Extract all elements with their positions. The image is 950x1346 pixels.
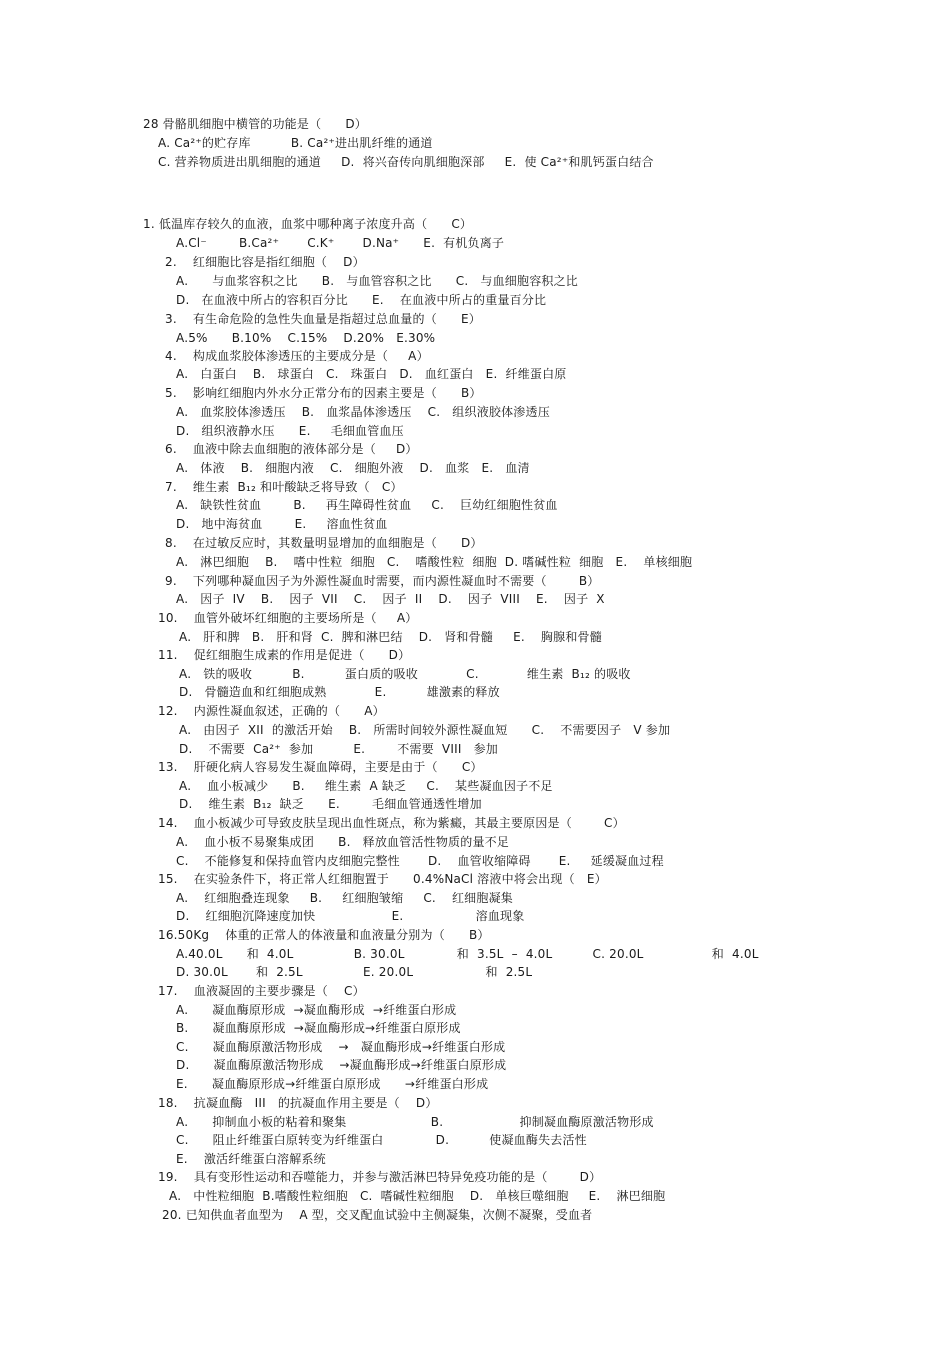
text-line: 2. 红细胞比容是指红细胞（ D） — [165, 255, 365, 269]
text-line: 3. 有生命危险的急性失血量是指超过总血量的（ E） — [165, 312, 481, 326]
text-line: A. 红细胞叠连现象 B. 红细胞皱缩 C. 红细胞凝集 — [176, 891, 513, 905]
text-line: A. 中性粒细胞 B.嗜酸性粒细胞 C. 嗜碱性粒细胞 D. 单核巨噬细胞 E. 淋巴细胞 — [169, 1189, 666, 1203]
text-line: 5. 影响红细胞内外水分正常分布的因素主要是（ B） — [165, 386, 482, 400]
text-line: 18. 抗凝血酶 III 的抗凝血作用主要是（ D） — [158, 1096, 438, 1110]
text-line: D. 组织液静水压 E. 毛细血管血压 — [176, 424, 404, 438]
text-line: D. 在血液中所占的容积百分比 E. 在血液中所占的重量百分比 — [176, 293, 547, 307]
text-line: 4. 构成血浆胶体渗透压的主要成分是（ A） — [165, 349, 429, 363]
text-line: A. 由因子 XII 的激活开始 B. 所需时间较外源性凝血短 C. 不需要因子 V 参加 — [179, 723, 671, 737]
text-line: A. 抑制血小板的粘着和聚集 B. 抑制凝血酶原激活物形成 — [176, 1115, 654, 1129]
text-line: D. 红细胞沉降速度加快 E. 溶血现象 — [176, 909, 525, 923]
text-line: 16.50Kg 体重的正常人的体液量和血液量分别为（ B） — [158, 928, 490, 942]
text-line: A.5% B.10% C.15% D.20% E.30% — [176, 331, 436, 345]
text-line: 1. 低温库存较久的血液，血浆中哪种离子浓度升高（ C） — [143, 217, 473, 231]
text-line: A. Ca²⁺的贮存库 B. Ca²⁺进出肌纤维的通道 — [158, 136, 433, 150]
text-line: 9. 下列哪种凝血因子为外源性凝血时需要，而内源性凝血时不需要（ B） — [165, 574, 600, 588]
text-line: A. 血浆胶体渗透压 B. 血浆晶体渗透压 C. 组织液胶体渗透压 — [176, 405, 550, 419]
text-line: A. 白蛋白 B. 球蛋白 C. 珠蛋白 D. 血红蛋白 E. 纤维蛋白原 — [176, 367, 567, 381]
text-line: B. 凝血酶原形成 →凝血酶形成→纤维蛋白原形成 — [176, 1021, 461, 1035]
text-line: A. 凝血酶原形成 →凝血酶形成 →纤维蛋白形成 — [176, 1003, 457, 1017]
text-line: A. 肝和脾 B. 肝和肾 C. 脾和淋巴结 D. 肾和骨髓 E. 胸腺和骨髓 — [179, 630, 602, 644]
text-line: D. 骨髓造血和红细胞成熟 E. 雄激素的释放 — [179, 685, 500, 699]
text-line: 28 骨骼肌细胞中横管的功能是（ D） — [143, 117, 368, 131]
text-line: C. 营养物质进出肌细胞的通道 D. 将兴奋传向肌细胞深部 E. 使 Ca²⁺和肌钙蛋白结合 — [158, 155, 654, 169]
text-line: A. 淋巴细胞 B. 嗜中性粒 细胞 C. 嗜酸性粒 细胞 D. 嗜碱性粒 细胞 E. 单核细胞 — [176, 555, 693, 569]
text-line: E. 激活纤维蛋白溶解系统 — [176, 1152, 326, 1166]
text-line: A. 因子 IV B. 因子 VII C. 因子 II D. 因子 VIII E. 因子 X — [176, 592, 605, 606]
text-line: A.Cl⁻ B.Ca²⁺ C.K⁺ D.Na⁺ E. 有机负离子 — [176, 236, 505, 250]
text-line: A. 血小板减少 B. 维生素 A 缺乏 C. 某些凝血因子不足 — [179, 779, 553, 793]
text-line: D. 地中海贫血 E. 溶血性贫血 — [176, 517, 388, 531]
text-line: A. 体液 B. 细胞内液 C. 细胞外液 D. 血浆 E. 血清 — [176, 461, 530, 475]
text-line: A. 缺铁性贫血 B. 再生障碍性贫血 C. 巨幼红细胞性贫血 — [176, 498, 558, 512]
text-line: E. 凝血酶原形成→纤维蛋白原形成 →纤维蛋白形成 — [176, 1077, 489, 1091]
text-line: 15. 在实验条件下，将正常人红细胞置于 0.4%NaCl 溶液中将会出现（ E） — [158, 872, 607, 886]
text-line: C. 不能修复和保持血管内皮细胞完整性 D. 血管收缩障碍 E. 延缓凝血过程 — [176, 854, 664, 868]
text-line: A.40.0L 和 4.0L B. 30.0L 和 3.5L – 4.0L C. 20.0L 和 4.0L — [176, 947, 759, 961]
text-line: 14. 血小板减少可导致皮肤呈现出血性斑点，称为紫癜，其最主要原因是（ C） — [158, 816, 625, 830]
text-line: D. 不需要 Ca²⁺ 参加 E. 不需要 VIII 参加 — [179, 742, 499, 756]
text-line: C. 凝血酶原激活物形成 → 凝血酶形成→纤维蛋白形成 — [176, 1040, 506, 1054]
text-line: 7. 维生素 B₁₂ 和叶酸缺乏将导致（ C） — [165, 480, 403, 494]
text-line: 13. 肝硬化病人容易发生凝血障碍，主要是由于（ C） — [158, 760, 483, 774]
text-line: 11. 促红细胞生成素的作用是促进（ D） — [158, 648, 411, 662]
text-line: 20. 已知供血者血型为 A 型，交叉配血试验中主侧凝集，次侧不凝聚，受血者 — [162, 1208, 593, 1222]
text-line: A. 铁的吸收 B. 蛋白质的吸收 C. 维生素 B₁₂ 的吸收 — [179, 667, 631, 681]
text-line: 12. 内源性凝血叙述，正确的（ A） — [158, 704, 385, 718]
text-line: 8. 在过敏反应时，其数量明显增加的血细胞是（ D） — [165, 536, 483, 550]
text-line: D. 30.0L 和 2.5L E. 20.0L 和 2.5L — [176, 965, 533, 979]
text-line: A. 与血浆容积之比 B. 与血管容积之比 C. 与血细胞容积之比 — [176, 274, 579, 288]
text-line: D. 维生素 B₁₂ 缺乏 E. 毛细血管通透性增加 — [179, 797, 482, 811]
text-line: 6. 血液中除去血细胞的液体部分是（ D） — [165, 442, 418, 456]
text-line: 19. 具有变形性运动和吞噬能力，并参与激活淋巴特异免疫功能的是（ D） — [158, 1170, 602, 1184]
text-line: 10. 血管外破坏红细胞的主要场所是（ A） — [158, 611, 418, 625]
text-line: 17. 血液凝固的主要步骤是（ C） — [158, 984, 365, 998]
text-line: A. 血小板不易聚集成团 B. 释放血管活性物质的量不足 — [176, 835, 510, 849]
text-line: C. 阻止纤维蛋白原转变为纤维蛋白 D. 使凝血酶失去活性 — [176, 1133, 587, 1147]
text-line: D. 凝血酶原激活物形成 →凝血酶形成→纤维蛋白原形成 — [176, 1058, 507, 1072]
